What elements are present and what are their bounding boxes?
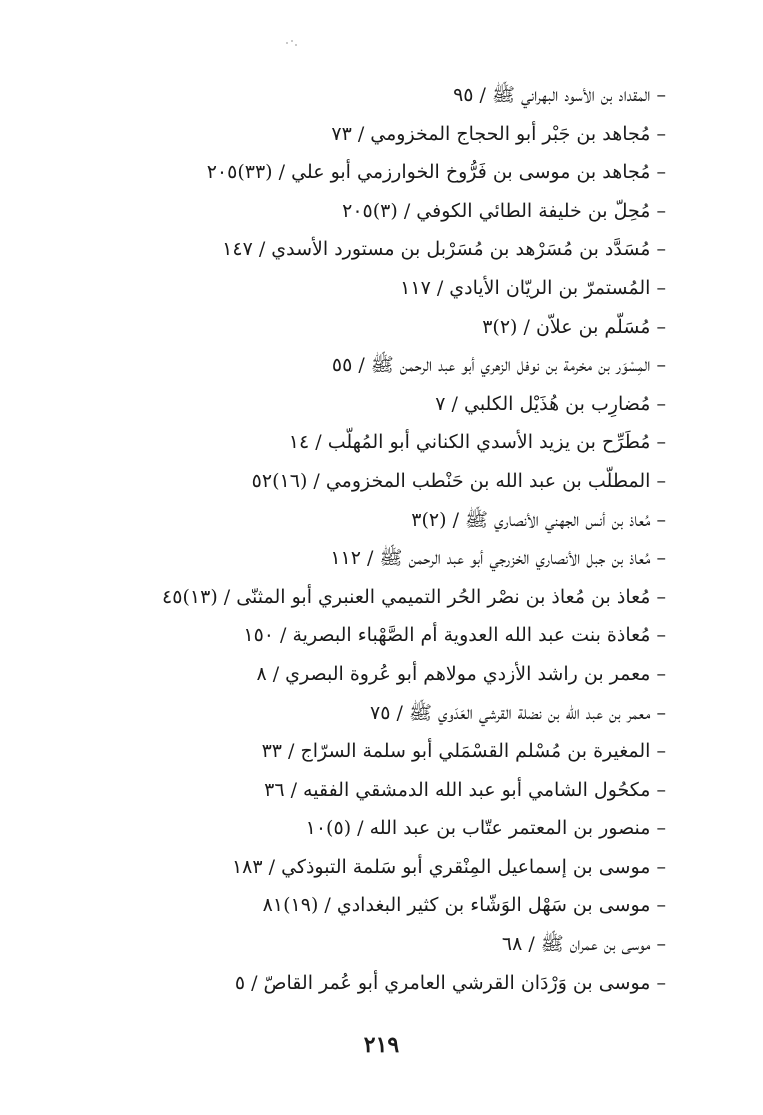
entry-text: – المُستمرّ بن الريّان الأيادي / ١١٧	[400, 276, 666, 299]
entry-text: – موسى بن سَهْل الوَشّاء بن كثير البغدادي / (١٩)٨١	[262, 894, 666, 917]
speck	[295, 44, 297, 46]
entry-text: – مُعاذ بن مُعاذ بن نصْر الحُر التميمي العنبري أبو المثنّى / (١٣)٤٥	[162, 585, 666, 608]
index-entry	[106, 269, 666, 308]
index-entry	[106, 616, 666, 655]
index-entry	[106, 192, 666, 231]
index-entry	[106, 694, 666, 733]
entry-text: – مُحِلّ بن خليفة الطائي الكوفي / (٣)٢٠٥	[342, 199, 666, 222]
entry-text: – مُعاذ بن أنس الجهني الأنصاري ﷺ / (٢)٣	[411, 508, 666, 531]
entry-text: – موسى بن عمران ﷺ / ٦٨	[501, 933, 666, 956]
entry-text: – مُعاذة بنت عبد الله العدوية أم الصَّهْباء البصرية / ١٥٠	[243, 624, 666, 647]
index-entry	[106, 886, 666, 925]
index-entry	[106, 809, 666, 848]
scan-speckle	[286, 40, 298, 48]
index-entry	[106, 115, 666, 154]
entry-text: – المقداد بن الأسود البهراني ﷺ / ٩٥	[453, 84, 666, 106]
entry-text: – مُضارِب بن هُذَيْل الكلبي / ٧	[435, 392, 666, 415]
index-entry	[106, 848, 666, 887]
index-entry	[106, 964, 666, 1003]
index-entry	[106, 385, 666, 424]
entry-text: – المغيرة بن مُسْلم القسْمَلي أبو سلمة السرّاج / ٣٣	[261, 740, 666, 763]
speck	[291, 40, 293, 42]
entry-text: – مُطَرِّح بن يزيد الأسدي الكناني أبو المُهلّب / ١٤	[288, 431, 666, 454]
entry-text: – منصور بن المعتمر عتّاب بن عبد الله / (٥)١٠	[305, 817, 666, 840]
index-entry	[106, 925, 666, 964]
entry-text: – موسى بن إسماعيل المِنْقري أبو سَلمة التبوذكي / ١٨٣	[231, 855, 666, 878]
entry-text: – مُعاذ بن جبل الأنصاري الخزرجي أبو عبد الرحمن ﷺ / ١١٢	[330, 547, 666, 570]
speck	[286, 42, 288, 44]
entry-text: – المِسْوَر بن مخرمة بن نوفل الزهري أبو عبد الرحمن ﷺ / ٥٥	[331, 354, 666, 377]
entry-text: – مُسَدَّد بن مُسَرْهد بن مُسَرْبل بن مستورد الأسدي / ١٤٧	[222, 238, 666, 261]
entry-text: – مكحُول الشامي أبو عبد الله الدمشقي الفقيه / ٣٦	[264, 778, 666, 801]
narrator-index-list	[106, 76, 666, 1002]
index-entry	[106, 501, 666, 540]
index-entry	[106, 771, 666, 810]
index-entry	[106, 230, 666, 269]
index-entry	[106, 462, 666, 501]
entry-text: – المطلّب بن عبد الله بن حَنْطب المخزومي / (١٦)٥٢	[251, 469, 666, 492]
index-entry	[106, 346, 666, 385]
index-entry	[106, 153, 666, 192]
index-entry	[106, 76, 666, 115]
index-entry	[106, 732, 666, 771]
entry-text: – مُجاهد بن موسى بن فَرُّوخ الخوارزمي أبو علي / (٣٣)٢٠٥	[206, 161, 666, 184]
entry-text: – معمر بن راشد الأزدي مولاهم أبو عُروة البصري / ٨	[256, 662, 666, 685]
index-entry	[106, 539, 666, 578]
entry-text: – مُسَلّم بن علاّن / (٢)٣	[482, 315, 666, 338]
index-entry	[106, 578, 666, 617]
page-number: ٢١٩	[363, 1032, 400, 1058]
index-entry	[106, 655, 666, 694]
entry-text: – موسى بن وَرْدَان القرشي العامري أبو عُمر القاصّ / ٥	[234, 971, 666, 994]
index-entry	[106, 308, 666, 347]
entry-text: – معمر بن عبد الله بن نضلة القرشي العَدَوي ﷺ / ٧٥	[370, 701, 666, 724]
index-entry	[106, 423, 666, 462]
entry-text: – مُجاهد بن جَبْر أبو الحجاج المخزومي / ٧٣	[331, 122, 666, 145]
